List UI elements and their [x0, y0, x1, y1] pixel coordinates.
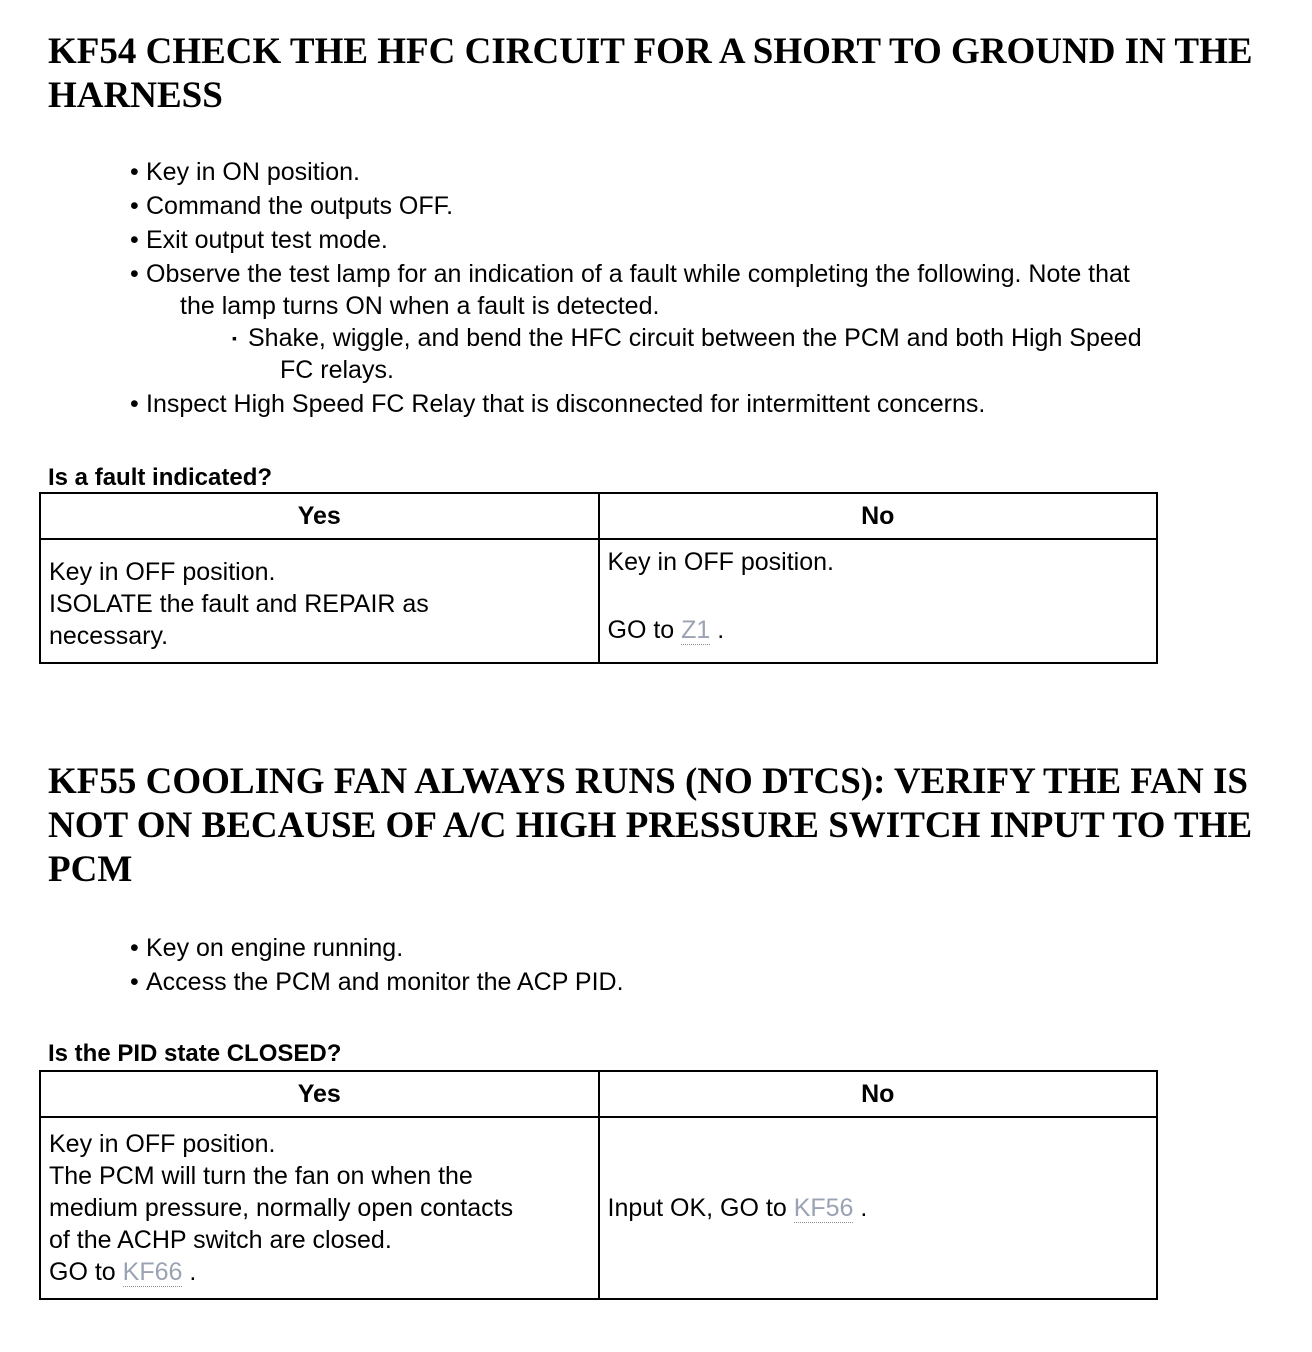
- list-item: • Key in ON position.: [130, 158, 360, 186]
- list-item-continuation: the lamp turns ON when a fault is detected.: [180, 292, 660, 320]
- section-title-kf54: KF54 CHECK THE HFC CIRCUIT FOR A SHORT TO GROUND IN THE HARNESS: [48, 31, 1253, 116]
- section-title-kf55: KF55 COOLING FAN ALWAYS RUNS (NO DTCS): VERIFY THE FAN IS NOT ON BECAUSE OF A/C HIGH PRESSURE SWITCH INPUT TO THE PCM: [48, 761, 1253, 890]
- table-header-row: [40, 493, 1157, 539]
- question-kf54: Is a fault indicated?: [48, 464, 273, 491]
- bullet-icon: •: [130, 968, 139, 996]
- no-cell: [599, 1117, 1158, 1299]
- answer-table-kf55: [39, 1070, 1158, 1300]
- table-row: [40, 1117, 1157, 1299]
- goto-line: GO to KF66 .: [49, 1258, 197, 1286]
- goto-link-z1[interactable]: Z1: [681, 616, 711, 644]
- list-item: • Command the outputs OFF.: [130, 192, 454, 220]
- yes-cell: Key in OFF position. ISOLATE the fault and REPAIR as necessary.: [40, 539, 599, 663]
- table-header-row: [40, 1071, 1157, 1117]
- bullet-icon: •: [130, 260, 139, 288]
- bullet-icon: •: [130, 390, 139, 418]
- goto-line: GO to Z1 .: [607, 616, 725, 644]
- list-item: • Access the PCM and monitor the ACP PID.: [130, 968, 624, 996]
- sub-list-item: ▪ Shake, wiggle, and bend the HFC circuit between the PCM and both High Speed: [232, 324, 1142, 352]
- list-item: • Exit output test mode.: [130, 226, 388, 254]
- yes-header: Yes: [40, 1071, 599, 1117]
- no-header: No: [599, 1071, 1158, 1117]
- list-item: • Key on engine running.: [130, 934, 404, 962]
- goto-line: Input OK, GO to KF56 .: [607, 1194, 868, 1222]
- list-item: • Observe the test lamp for an indication of a fault while completing the following. Note that: [130, 260, 1130, 288]
- bullet-icon: •: [130, 158, 139, 186]
- goto-link-kf56[interactable]: KF56: [793, 1194, 854, 1222]
- table-row: [40, 539, 1157, 663]
- bullet-icon: •: [130, 934, 139, 962]
- bullet-icon: •: [130, 192, 139, 220]
- answer-table-kf54: [39, 492, 1158, 664]
- no-header: No: [599, 493, 1158, 539]
- list-item: • Inspect High Speed FC Relay that is disconnected for intermittent concerns.: [130, 390, 986, 418]
- question-kf55: Is the PID state CLOSED?: [48, 1040, 342, 1067]
- yes-cell: Key in OFF position. The PCM will turn the fan on when the medium pressure, normally open contacts of the ACHP switch are closed. GO to KF66 .: [40, 1117, 599, 1299]
- no-cell: Key in OFF position. GO to Z1 .: [599, 539, 1158, 663]
- goto-link-kf66[interactable]: KF66: [122, 1258, 183, 1286]
- yes-header: Yes: [40, 493, 599, 539]
- sub-list-item-continuation: FC relays.: [280, 356, 394, 384]
- square-bullet-icon: ▪: [232, 330, 237, 346]
- bullet-icon: •: [130, 226, 139, 254]
